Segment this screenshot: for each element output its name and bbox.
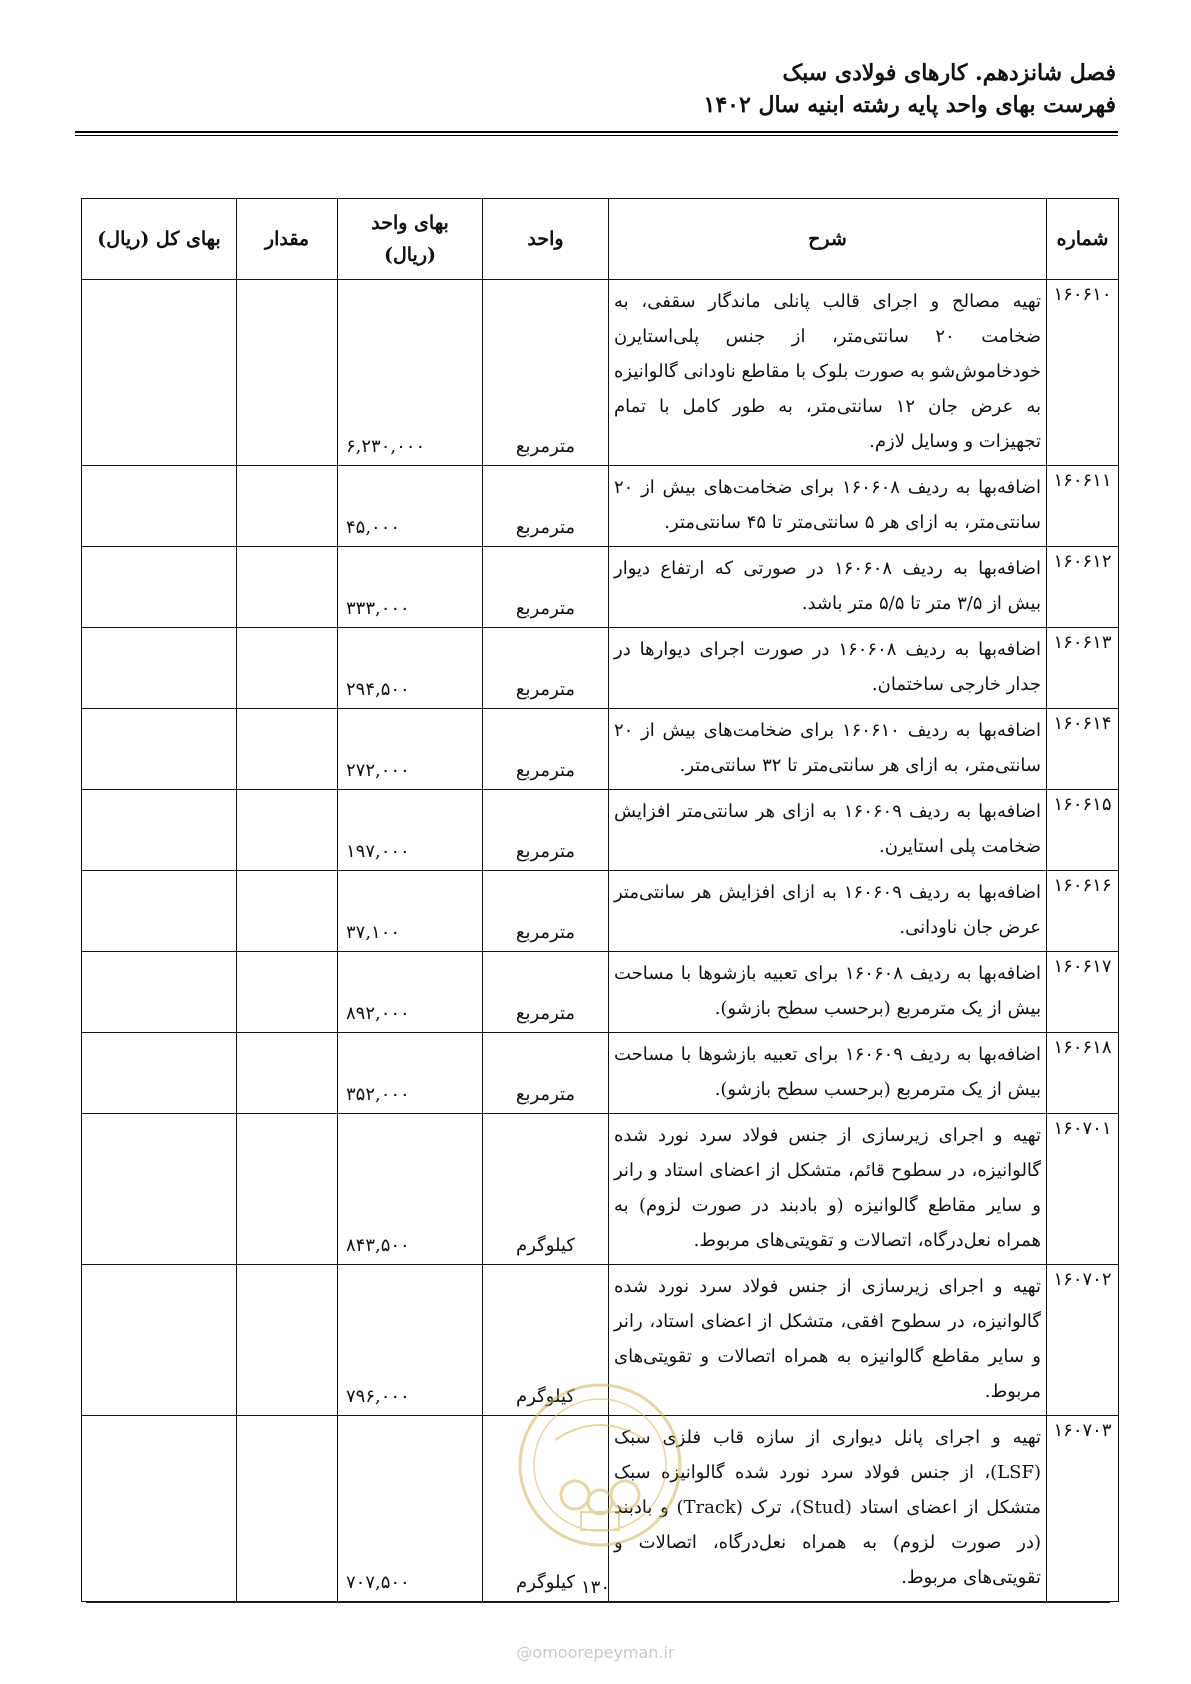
row-total-price [82, 871, 237, 952]
row-quantity [237, 280, 338, 466]
row-number: ۱۶۰۷۰۳ [1047, 1416, 1119, 1602]
table-body [82, 280, 1119, 1602]
row-description: اضافه‌بها به ردیف ۱۶۰۶۱۰ برای ضخامت‌های بیش از ۲۰ سانتی‌متر، به ازای هر سانتی‌متر تا ۳۲ سانتی‌متر. [609, 709, 1047, 790]
row-unit-price: ۳۷,۱۰۰ [338, 871, 483, 952]
unit-price-header-line2: (ریال) [383, 244, 437, 266]
row-unit-price: ۳۵۲,۰۰۰ [338, 1033, 483, 1114]
watermark-text: @omoorepeyman.ir [516, 1643, 675, 1662]
table-row [82, 709, 1119, 790]
row-description: تهیه و اجرای پانل دیواری از سازه قاب فلزی سبک (LSF)، از جنس فولاد سرد نورد شده گالوانیزه سبک متشکل از اعضای استاد (Stud)، ترک (Track) و بادبند (در صورت لزوم) به همراه نعل‌درگاه، اتصالات و تقویتی‌های مربوط. [609, 1416, 1047, 1602]
column-header-unit-price [338, 199, 483, 280]
row-quantity [237, 1033, 338, 1114]
row-quantity [237, 709, 338, 790]
row-description: تهیه و اجرای زیرسازی از جنس فولاد سرد نورد شده گالوانیزه، در سطوح افقی، متشکل از اعضای استاد، رانر و سایر مقاطع گالوانیزه به همراه اتصالات و تقویتی‌های مربوط. [609, 1265, 1047, 1416]
row-total-price [82, 466, 237, 547]
row-number: ۱۶۰۶۱۰ [1047, 280, 1119, 466]
row-unit-price: ۷۹۶,۰۰۰ [338, 1265, 483, 1416]
table-row [82, 952, 1119, 1033]
row-number: ۱۶۰۶۱۱ [1047, 466, 1119, 547]
row-unit-price: ۳۳۳,۰۰۰ [338, 547, 483, 628]
row-number: ۱۶۰۷۰۲ [1047, 1265, 1119, 1416]
row-total-price [82, 628, 237, 709]
price-list-title: فهرست بهای واحد پایه رشته ابنیه سال ۱۴۰۲ [703, 92, 1116, 118]
table-row [82, 280, 1119, 466]
row-quantity [237, 547, 338, 628]
row-number: ۱۶۰۷۰۱ [1047, 1114, 1119, 1265]
table-row [82, 1033, 1119, 1114]
row-total-price [82, 952, 237, 1033]
row-number: ۱۶۰۶۱۸ [1047, 1033, 1119, 1114]
row-number: ۱۶۰۶۱۵ [1047, 790, 1119, 871]
row-unit: مترمربع [483, 790, 609, 871]
row-unit-price: ۱۹۷,۰۰۰ [338, 790, 483, 871]
row-total-price [82, 280, 237, 466]
row-unit-price: ۲۷۲,۰۰۰ [338, 709, 483, 790]
row-description: اضافه‌بها به ردیف ۱۶۰۶۰۹ برای تعبیه بازشوها با مساحت بیش از یک مترمربع (برحسب سطح بازشو). [609, 1033, 1047, 1114]
row-unit: مترمربع [483, 1033, 609, 1114]
column-header-unit: واحد [483, 199, 609, 280]
price-table [81, 198, 1119, 1602]
footer-rule [86, 1602, 1110, 1603]
row-total-price [82, 709, 237, 790]
chapter-title: فصل شانزدهم. کارهای فولادی سبک [782, 60, 1116, 86]
row-unit-price: ۲۹۴,۵۰۰ [338, 628, 483, 709]
row-total-price [82, 790, 237, 871]
row-unit: مترمربع [483, 547, 609, 628]
row-total-price [82, 1265, 237, 1416]
row-quantity [237, 1416, 338, 1602]
row-unit: مترمربع [483, 628, 609, 709]
table-row [82, 1265, 1119, 1416]
column-header-description: شرح [609, 199, 1047, 280]
row-unit-price: ۶,۲۳۰,۰۰۰ [338, 280, 483, 466]
row-quantity [237, 466, 338, 547]
row-unit: مترمربع [483, 280, 609, 466]
column-header-number: شماره [1047, 199, 1119, 280]
header-rule-thick [75, 131, 1118, 133]
row-description: تهیه و اجرای زیرسازی از جنس فولاد سرد نورد شده گالوانیزه، در سطوح قائم، متشکل از اعضای استاد و رانر و سایر مقاطع گالوانیزه (و بادبند در صورت لزوم) به همراه نعل‌درگاه، اتصالات و تقویتی‌های مربوط. [609, 1114, 1047, 1265]
row-number: ۱۶۰۶۱۶ [1047, 871, 1119, 952]
table-row [82, 547, 1119, 628]
row-unit: مترمربع [483, 466, 609, 547]
row-unit: مترمربع [483, 709, 609, 790]
row-number: ۱۶۰۶۱۳ [1047, 628, 1119, 709]
column-header-total-price: بهای کل (ریال) [82, 199, 237, 280]
row-quantity [237, 952, 338, 1033]
row-number: ۱۶۰۶۱۷ [1047, 952, 1119, 1033]
row-total-price [82, 547, 237, 628]
row-unit: مترمربع [483, 952, 609, 1033]
row-description: تهیه مصالح و اجرای قالب پانلی ماندگار سقفی، به ضخامت ۲۰ سانتی‌متر، از جنس پلی‌استایرن خودخاموش‌شو به صورت بلوک با مقاطع ناودانی گالوانیزه به عرض جان ۱۲ سانتی‌متر، به طور کامل با تمام تجهیزات و وسایل لازم. [609, 280, 1047, 466]
row-total-price [82, 1033, 237, 1114]
row-quantity [237, 1114, 338, 1265]
row-unit-price: ۴۵,۰۰۰ [338, 466, 483, 547]
column-header-quantity: مقدار [237, 199, 338, 280]
row-unit: کیلوگرم [483, 1416, 609, 1602]
table-row [82, 871, 1119, 952]
row-unit-price: ۸۴۳,۵۰۰ [338, 1114, 483, 1265]
row-description: اضافه‌بها به ردیف ۱۶۰۶۰۸ در صورتی که ارتفاع دیوار بیش از ۳/۵ متر تا ۵/۵ متر باشد. [609, 547, 1047, 628]
unit-price-header-line1: بهای واحد [371, 212, 449, 234]
row-unit: کیلوگرم [483, 1265, 609, 1416]
row-unit: کیلوگرم [483, 1114, 609, 1265]
row-unit-price: ۸۹۲,۰۰۰ [338, 952, 483, 1033]
row-total-price [82, 1416, 237, 1602]
row-description: اضافه‌بها به ردیف ۱۶۰۶۰۸ برای ضخامت‌های بیش از ۲۰ سانتی‌متر، به ازای هر ۵ سانتی‌متر تا ۴۵ سانتی‌متر. [609, 466, 1047, 547]
table-row [82, 466, 1119, 547]
table-row [82, 1114, 1119, 1265]
table-header-row [82, 199, 1119, 280]
row-number: ۱۶۰۶۱۴ [1047, 709, 1119, 790]
row-unit: مترمربع [483, 871, 609, 952]
table-row [82, 1416, 1119, 1602]
table-row [82, 790, 1119, 871]
row-quantity [237, 1265, 338, 1416]
row-quantity [237, 628, 338, 709]
row-description: اضافه‌بها به ردیف ۱۶۰۶۰۸ در صورت اجرای دیوارها در جدار خارجی ساختمان. [609, 628, 1047, 709]
row-number: ۱۶۰۶۱۲ [1047, 547, 1119, 628]
row-description: اضافه‌بها به ردیف ۱۶۰۶۰۸ برای تعبیه بازشوها با مساحت بیش از یک مترمربع (برحسب سطح بازشو). [609, 952, 1047, 1033]
page-number: ۱۳۰ [580, 1577, 610, 1598]
header-rule-thin [75, 135, 1118, 136]
row-unit-price: ۷۰۷,۵۰۰ [338, 1416, 483, 1602]
row-total-price [82, 1114, 237, 1265]
row-quantity [237, 871, 338, 952]
table-row [82, 628, 1119, 709]
row-description: اضافه‌بها به ردیف ۱۶۰۶۰۹ به ازای افزایش هر سانتی‌متر عرض جان ناودانی. [609, 871, 1047, 952]
row-description: اضافه‌بها به ردیف ۱۶۰۶۰۹ به ازای هر سانتی‌متر افزایش ضخامت پلی استایرن. [609, 790, 1047, 871]
row-quantity [237, 790, 338, 871]
page-header [66, 58, 1116, 122]
